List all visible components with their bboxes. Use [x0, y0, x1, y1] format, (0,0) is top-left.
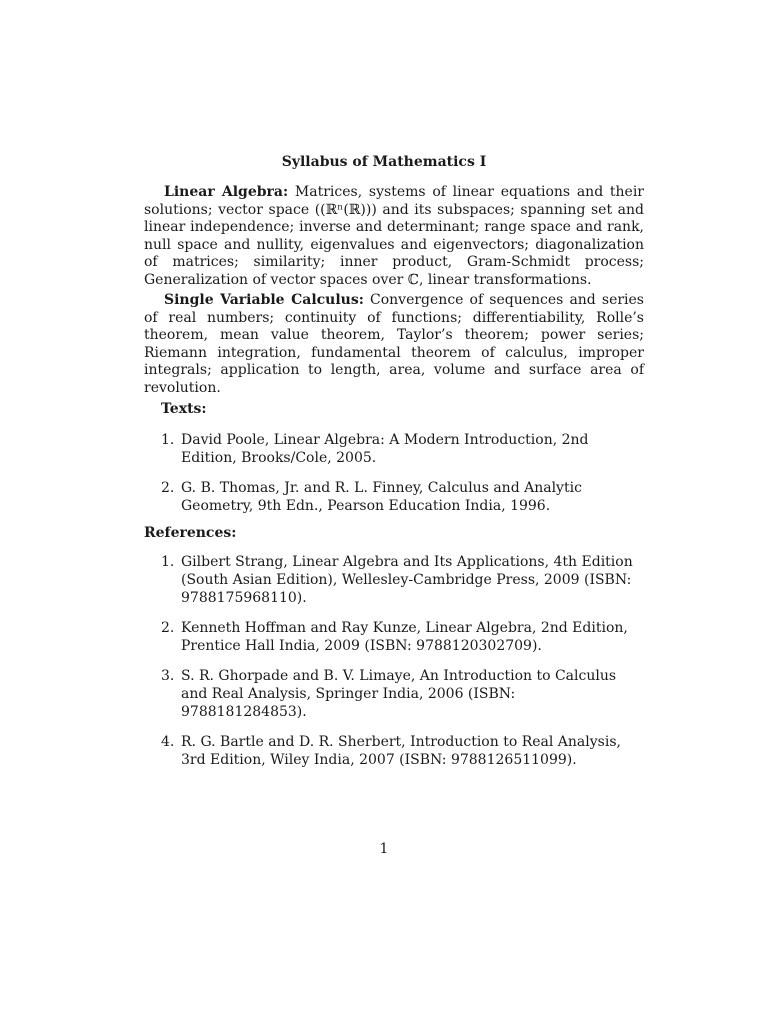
- list-item: [144, 733, 644, 769]
- list-item: [144, 619, 644, 655]
- list-number: 2.: [161, 620, 175, 636]
- texts-heading: Texts:: [161, 401, 207, 417]
- list-item: [144, 553, 644, 607]
- linear-algebra-heading: Linear Algebra:: [164, 184, 289, 200]
- calculus-paragraph: [144, 292, 644, 398]
- linear-algebra-paragraph: [144, 184, 644, 290]
- list-number: 2.: [161, 480, 175, 496]
- page-number: 1: [379, 841, 389, 857]
- list-number: 1.: [161, 432, 175, 448]
- list-item: [144, 479, 644, 515]
- calculus-text: Convergence of sequences and series of real numbers; continuity of functions; differentiability, Rolle’s theorem, mean value theorem, Taylor’s theorem; power series; Riemann integration, fundamental theorem of calculus, improper integrals; application to length, area, volume and surface area of revolution.: [144, 292, 644, 396]
- list-text: S. R. Ghorpade and B. V. Limaye, An Introduction to Calculus and Real Analysis, Springer India, 2006 (ISBN: 9788181284853).: [181, 668, 617, 720]
- list-number: 1.: [161, 554, 175, 570]
- references-heading: References:: [144, 525, 237, 541]
- list-text: David Poole, Linear Algebra: A Modern Introduction, 2nd Edition, Brooks/Cole, 2005.: [181, 432, 589, 466]
- list-item: [144, 431, 644, 467]
- texts-list: [144, 431, 644, 527]
- list-text: Kenneth Hoffman and Ray Kunze, Linear Algebra, 2nd Edition, Prentice Hall India, 2009 (ISBN: 9788120302709).: [181, 620, 628, 654]
- list-text: R. G. Bartle and D. R. Sherbert, Introduction to Real Analysis, 3rd Edition, Wiley India, 2007 (ISBN: 9788126511099).: [181, 734, 621, 768]
- calculus-heading: Single Variable Calculus:: [164, 292, 364, 308]
- list-number: 4.: [161, 734, 175, 750]
- list-item: [144, 667, 644, 721]
- references-list: [144, 553, 644, 781]
- list-text: Gilbert Strang, Linear Algebra and Its Applications, 4th Edition (South Asian Edition), Wellesley-Cambridge Press, 2009 (ISBN: 9788175968110).: [181, 554, 633, 606]
- list-text: G. B. Thomas, Jr. and R. L. Finney, Calculus and Analytic Geometry, 9th Edn., Pearson Education India, 1996.: [181, 480, 582, 514]
- page-title: Syllabus of Mathematics I: [281, 154, 487, 170]
- list-number: 3.: [161, 668, 175, 684]
- linear-algebra-text: Matrices, systems of linear equations and their solutions; vector space ((ℝⁿ(ℝ))) and its subspaces; spanning set and linear independence; inverse and determinant; range space and rank, null space and nullity, eigenvalues and eigenvectors; diagonalization of matrices; similarity; inner product, Gram-Schmidt process; Generalization of vector spaces over ℂ, linear transformations.: [144, 184, 644, 288]
